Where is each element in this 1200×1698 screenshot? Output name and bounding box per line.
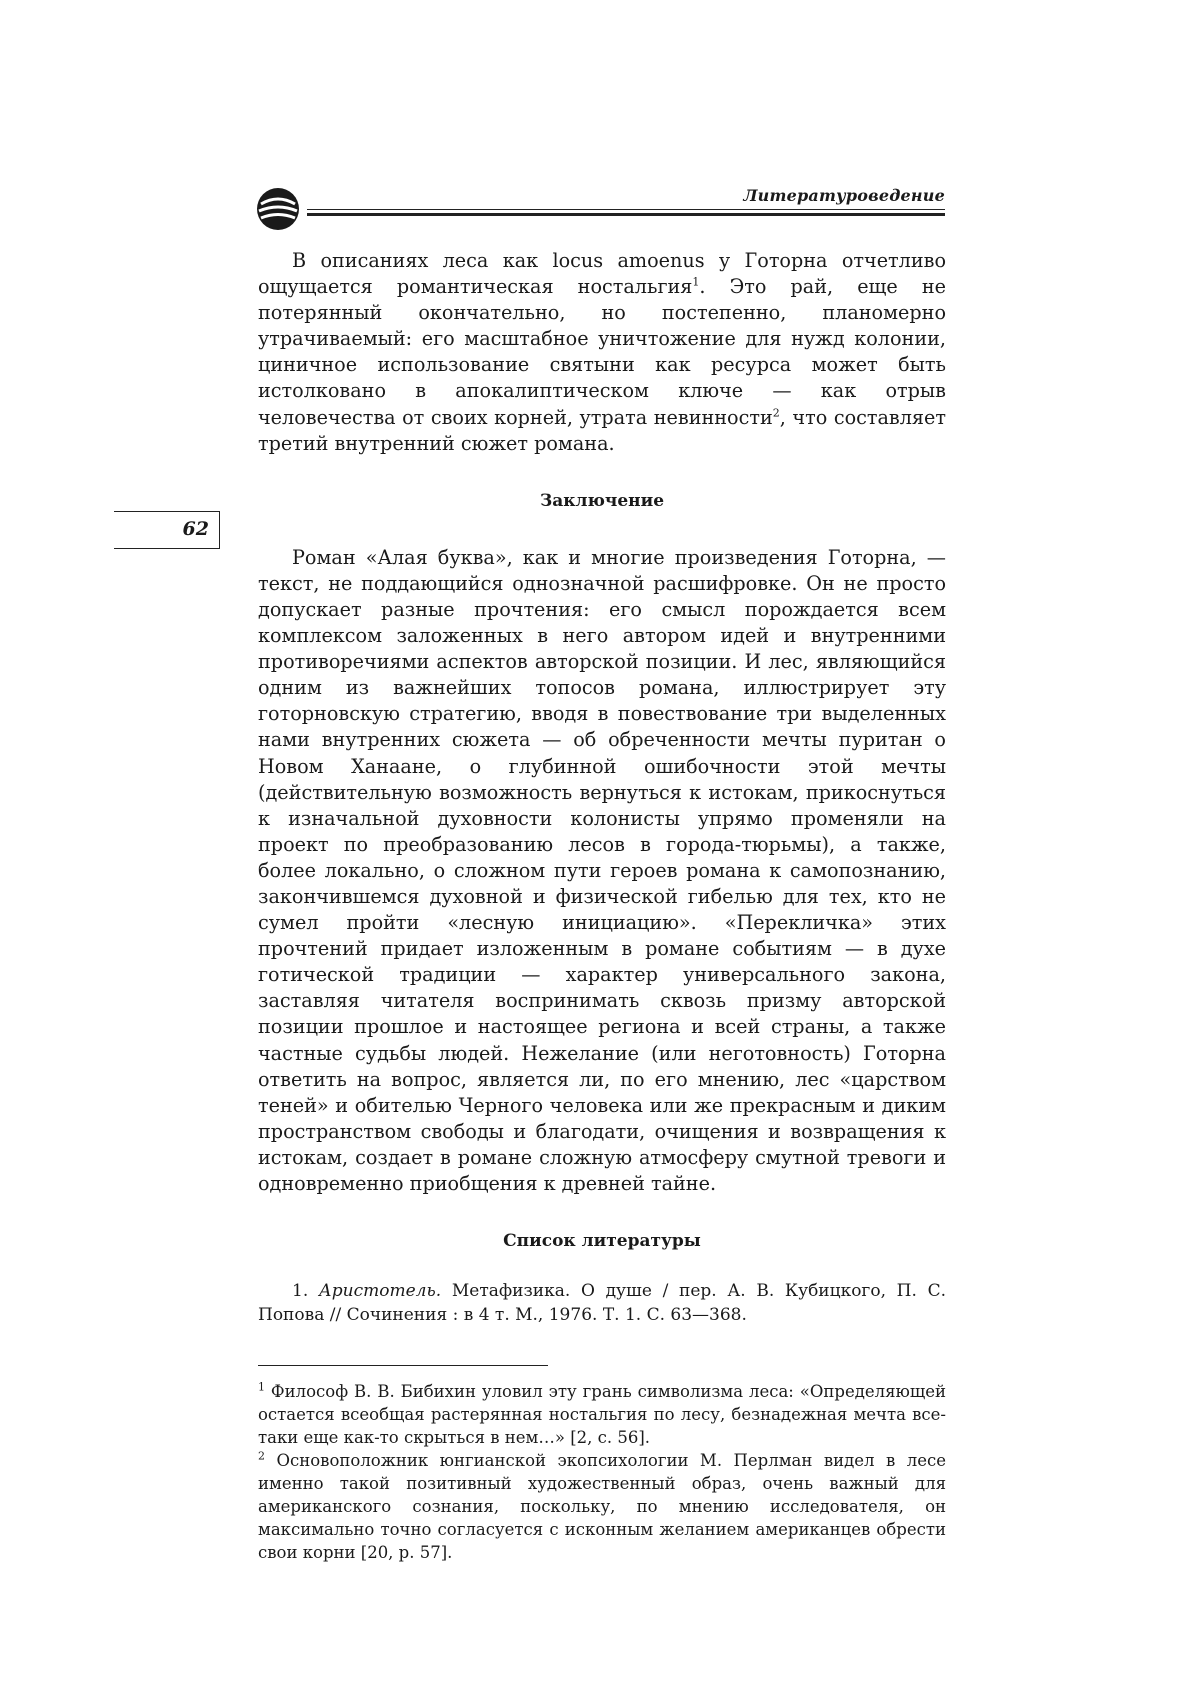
intro-paragraph bbox=[258, 248, 946, 457]
footnote-mark-2: 2 bbox=[258, 1449, 265, 1463]
intro-text-3: , что составляет третий внутренний сюжет романа. bbox=[258, 405, 946, 455]
header-rule-thin bbox=[307, 209, 945, 210]
running-header bbox=[255, 186, 945, 226]
intro-text-1: В описаниях леса как locus amoenus у Готорна отчетливо ощущается романтическая ностальгия bbox=[258, 249, 946, 299]
conclusion-heading: Заключение bbox=[539, 490, 665, 511]
footnote-1 bbox=[258, 1380, 946, 1449]
footnote-2 bbox=[258, 1449, 946, 1564]
reference-item bbox=[258, 1279, 946, 1327]
section-name: Литературоведение bbox=[743, 186, 945, 205]
conclusion-paragraph: Роман «Алая буква», как и многие произведения Готорна, — текст, не поддающийся однозначной расшифровке. Он не просто допускает разные прочтения: его смысл порождается всем комплексом заложенных в него автором идей и внутренними противоречиями аспектов авторской позиции. И лес, являющийся одним из важнейших топосов романа, иллюстрирует эту готорновскую стратегию, вводя в повествование три выделенных нами внутренних сюжета — об обреченности мечты пуритан о Новом Ханаане, о глубинной ошибочности этой мечты (действительную возможность вернуться к истокам, прикоснуться к изначальной духовности колонисты упрямо променяли на проект по преобразованию лесов в города-тюрьмы), а также, более локально, о сложном пути героев романа к самопознанию, закончившемся духовной и физической гибелью для тех, кто не сумел пройти «лесную инициацию». «Перекличка» этих прочтений придает изложенным в романе событиям — в духе готической традиции — характер универсального закона, заставляя читателя воспринимать сквозь призму авторской позиции прошлое и настоящее региона и всей страны, а также частные судьбы людей. Нежелание (или неготовность) Готорна ответить на вопрос, является ли, по его мнению, лес «царством теней» и обителью Черного человека или же прекрасным и диким пространством свободы и благодати, очищения и возвращения к истокам, создает в романе сложную атмосферу смутной тревоги и одновременно приобщения к древней тайне. bbox=[258, 545, 946, 1195]
header-rule-thick bbox=[307, 213, 945, 216]
footnote-separator bbox=[258, 1365, 548, 1366]
article-body bbox=[258, 248, 946, 1564]
references-heading: Список литературы bbox=[503, 1231, 701, 1252]
footnote-mark-1: 1 bbox=[258, 1380, 265, 1394]
footnote-text-2: Основоположник юнгианской экопсихологии М. Перлман видел в лесе именно такой позитивный художественный образ, очень важный для американского сознания, поскольку, по мнению исследователя, он максимально точно согласуется с исконным желанием американцев обрести свои корни [20, p. 57]. bbox=[258, 1451, 946, 1563]
journal-logo-icon bbox=[255, 186, 301, 232]
reference-text: Метафизика. О душе / пер. А. В. Кубицкого, П. С. Попова // Сочинения : в 4 т. М., 1976. Т. 1. С. 63—368. bbox=[258, 1281, 946, 1326]
footnote-text-1: Философ В. В. Бибихин уловил эту грань символизма леса: «Определяющей остается всеобщая растерянная ностальгия по лесу, безнадежная мечта все-таки еще как-то скрыться в нем…» [2, с. 56]. bbox=[258, 1382, 946, 1448]
footnote-ref-1: 1 bbox=[692, 275, 700, 289]
reference-number: 1. bbox=[292, 1281, 309, 1302]
page-number-box bbox=[114, 511, 220, 549]
reference-author: Аристотель. bbox=[318, 1281, 442, 1302]
page-number: 62 bbox=[182, 518, 209, 540]
intro-text-2: . Это рай, еще не потерянный окончательно, но постепенно, планомерно утрачиваемый: его масштабное уничтожение для нужд колонии, циничное использование святыни как ресурса может быть истолковано в апокалиптическом ключе — как отрыв человечества от своих корней, утрата невинности bbox=[258, 275, 946, 429]
footnote-ref-2: 2 bbox=[772, 406, 780, 420]
